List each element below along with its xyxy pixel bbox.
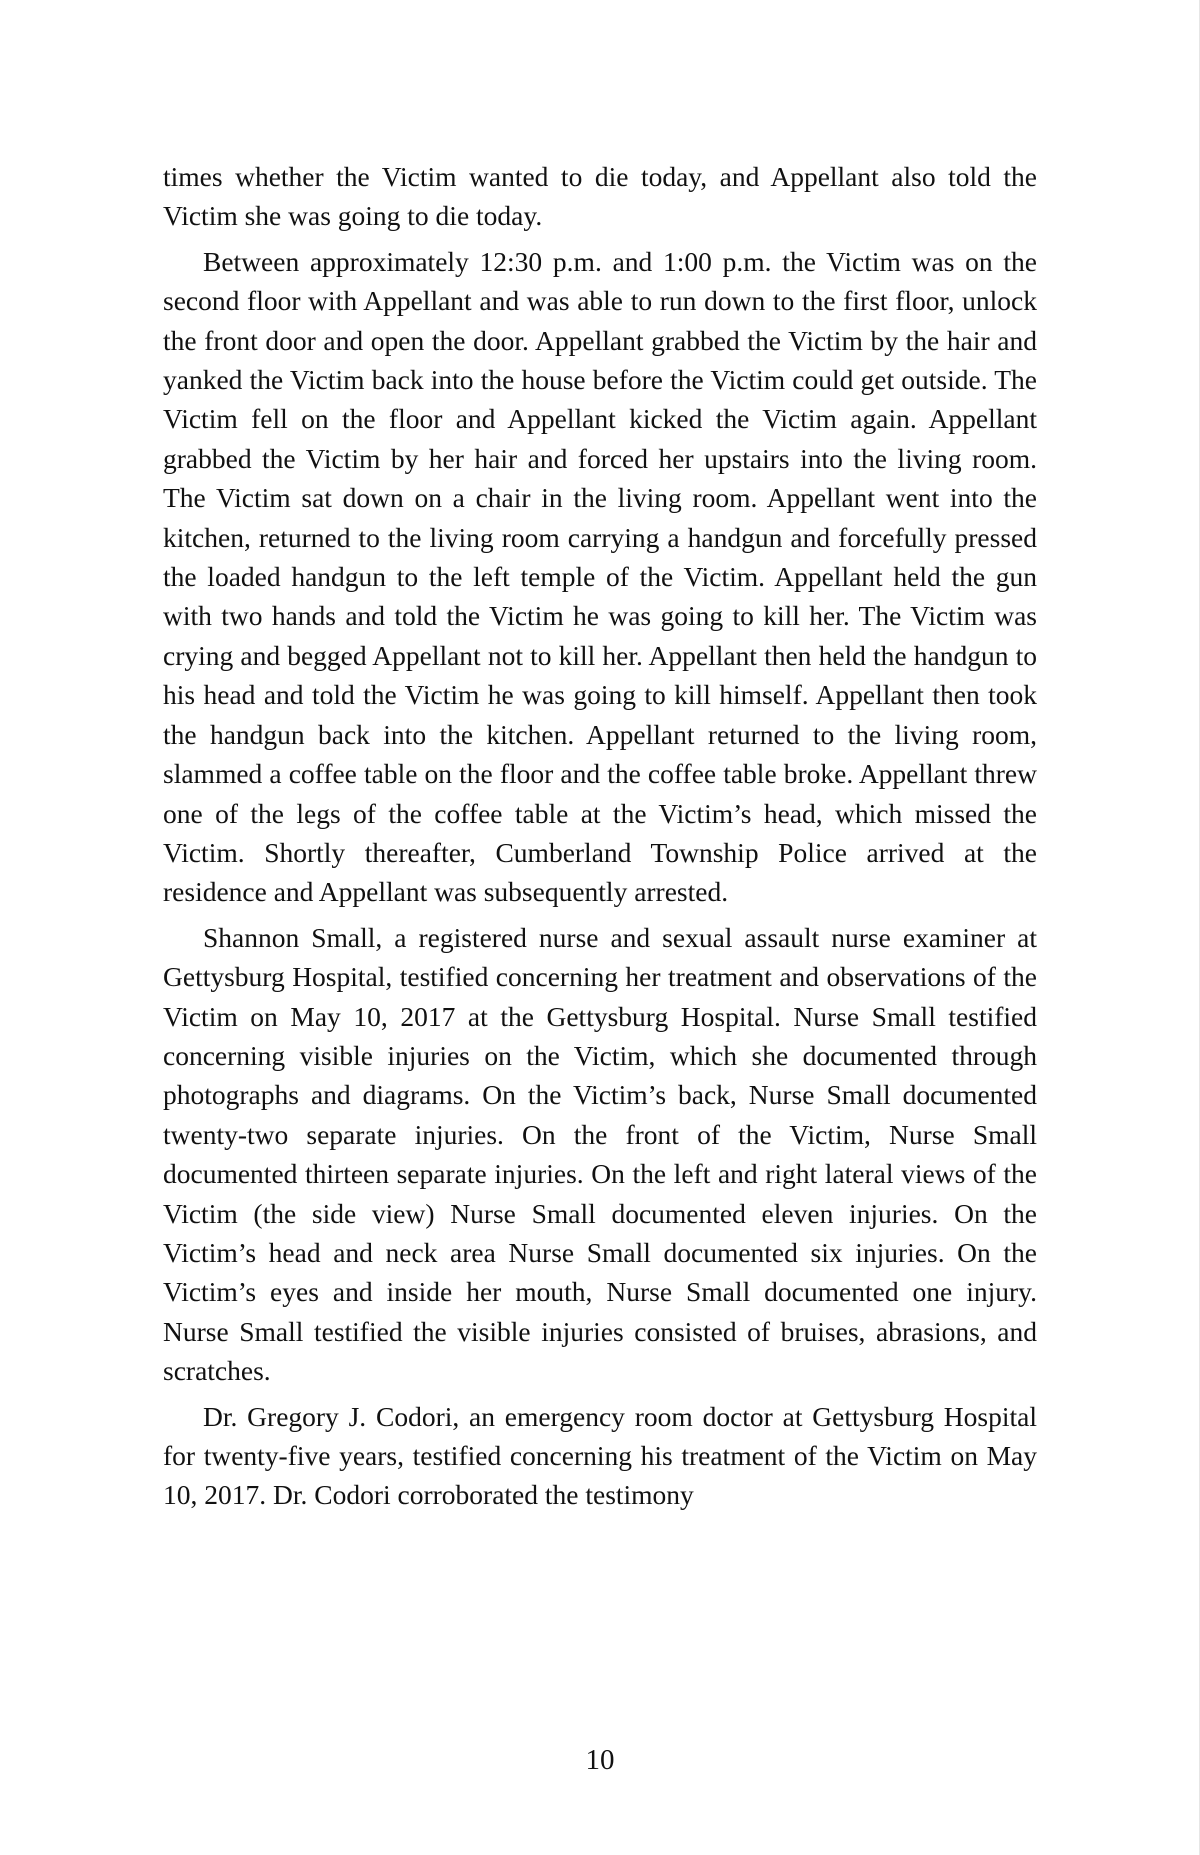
paragraph-incident: Between approximately 12:30 p.m. and 1:00 p.m. the Victim was on the second floor with Appellant and was able to run down to the first floor, unlock the front door and open the door. Appellant grabbed the Victim by the hair and yanked the Victim back into the house before the Victim could get outside. The Victim fell on the floor and Appellant kicked the Victim again. Appellant grabbed the Victim by her hair and forced her upstairs into the living room. The Victim sat down on a chair in the living room. Appellant went into the kitchen, returned to the living room carrying a handgun and forcefully pressed the loaded handgun to the left temple of the Victim. Appellant held the gun with two hands and told the Victim he was going to kill her. The Victim was crying and begged Appellant not to kill her. Appellant then held the handgun to his head and told the Victim he was going to kill himself. Appellant then took the handgun back into the kitchen. Appellant returned to the living room, slammed a coffee table on the floor and the coffee table broke. Appellant threw one of the legs of the coffee table at the Victim’s head, which missed the Victim. Shortly thereafter, Cumberland Township Police arrived at the residence and Appellant was subsequently arrested. [163,245,1037,908]
page-number: 10 [585,1744,615,1776]
paragraph-continuation: times whether the Victim wanted to die today, and Appellant also told the Victim she was going to die today. [163,161,1037,232]
body-text [163,157,1037,1515]
paragraph-nurse-testimony: Shannon Small, a registered nurse and sexual assault nurse examiner at Gettysburg Hospital, testified concerning her treatment and observations of the Victim on May 10, 2017 at the Gettysburg Hospital. Nurse Small testified concerning visible injuries on the Victim, which she documented through photographs and diagrams. On the Victim’s back, Nurse Small documented twenty-two separate injuries. On the front of the Victim, Nurse Small documented thirteen separate injuries. On the left and right lateral views of the Victim (the side view) Nurse Small documented eleven injuries. On the Victim’s head and neck area Nurse Small documented six injuries. On the Victim’s eyes and inside her mouth, Nurse Small documented one injury. Nurse Small testified the visible injuries consisted of bruises, abrasions, and scratches. [163,921,1037,1387]
paragraph-doctor-testimony: Dr. Gregory J. Codori, an emergency room doctor at Gettysburg Hospital for twenty-five years, testified concerning his treatment of the Victim on May 10, 2017. Dr. Codori corroborated the testimony [163,1400,1037,1511]
